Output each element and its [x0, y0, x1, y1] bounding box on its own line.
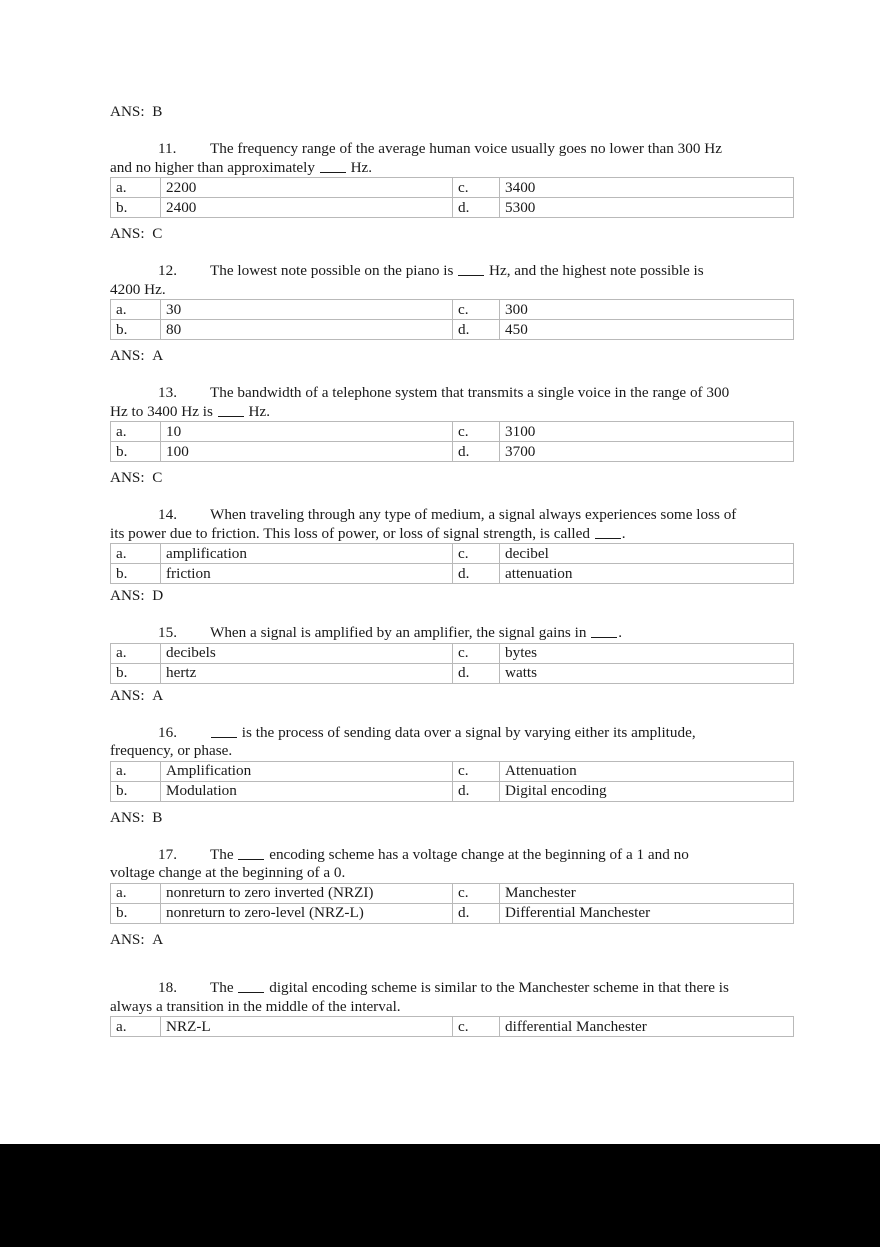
question-body-17-line2: voltage change at the beginning of a 0. [110, 864, 346, 881]
option-value-d: Differential Manchester [500, 903, 794, 923]
answer-label: ANS: [110, 103, 145, 120]
question-body-18-line2: always a transition in the middle of the interval. [110, 997, 401, 1015]
answer-value-15: A [152, 686, 164, 704]
options-table-13 [110, 421, 794, 462]
spacer [110, 218, 772, 225]
option-label-a: a. [111, 643, 161, 663]
option-value-c: 3400 [500, 178, 794, 198]
table-row [111, 320, 794, 340]
answer-line-17 [110, 931, 772, 950]
question-body-12-line1b: Hz, and the highest note possible is [485, 262, 704, 279]
option-label-c: c. [453, 422, 500, 442]
spacer [110, 244, 772, 263]
answer-line-12 [110, 347, 772, 366]
question-number-15: 15. [158, 624, 177, 641]
option-value-d: watts [500, 663, 794, 683]
option-value-b: 80 [161, 320, 453, 340]
option-value-c: 3100 [500, 422, 794, 442]
option-value-c: 300 [500, 300, 794, 320]
table-row [111, 903, 794, 923]
option-label-c: c. [453, 883, 500, 903]
answer-line-11 [110, 225, 772, 244]
question-body-11-line1: The frequency range of the average human voice usually goes no lower than 300 Hz [210, 140, 722, 157]
answer-value-11: C [152, 225, 163, 242]
question-number-18: 18. [158, 979, 177, 996]
table-row [111, 544, 794, 564]
option-label-c: c. [453, 643, 500, 663]
answer-value-13: C [152, 469, 163, 486]
option-value-b: hertz [161, 663, 453, 683]
table-row [111, 564, 794, 584]
option-value-b: nonreturn to zero-level (NRZ-L) [161, 903, 453, 923]
question-body-13-line2a: Hz to 3400 Hz is [110, 402, 217, 420]
answer-line-14 [110, 587, 772, 606]
option-label-b: b. [111, 564, 161, 584]
option-value-c: differential Manchester [500, 1017, 794, 1037]
option-label-d: d. [453, 781, 500, 801]
question-body-13-line2b: Hz. [244, 402, 271, 420]
table-row [111, 442, 794, 462]
question-body-11-line2b: Hz. [346, 158, 373, 176]
option-value-c: Attenuation [500, 761, 794, 781]
question-body-15a: When a signal is amplified by an amplifier, the signal gains in [210, 624, 591, 641]
option-value-b: 100 [161, 442, 453, 462]
question-text-16 [110, 724, 772, 761]
options-table-17 [110, 883, 794, 924]
spacer [110, 340, 772, 347]
option-label-a: a. [111, 422, 161, 442]
option-label-c: c. [453, 761, 500, 781]
fill-in-blank [238, 981, 264, 993]
option-value-a: Amplification [161, 761, 453, 781]
option-value-d: Digital encoding [500, 781, 794, 801]
options-table-11 [110, 177, 794, 218]
spacer [110, 366, 772, 385]
spacer [110, 705, 772, 724]
option-label-b: b. [111, 198, 161, 218]
question-body-11-line2a: and no higher than approximately [110, 158, 319, 176]
page-bottom-black-band [0, 1144, 880, 1247]
question-number-12: 12. [158, 262, 177, 279]
option-value-d: 5300 [500, 198, 794, 218]
option-value-a: nonreturn to zero inverted (NRZI) [161, 883, 453, 903]
table-row [111, 1017, 794, 1037]
option-value-d: 450 [500, 320, 794, 340]
table-row [111, 300, 794, 320]
option-label-d: d. [453, 442, 500, 462]
table-row [111, 883, 794, 903]
question-body-14-line1: When traveling through any type of medium, a signal always experiences some loss of [210, 506, 737, 523]
option-label-b: b. [111, 663, 161, 683]
question-body-16-line1: is the process of sending data over a signal by varying either its amplitude, [238, 723, 696, 741]
table-row [111, 643, 794, 663]
spacer [110, 949, 772, 979]
options-table-18 [110, 1016, 794, 1037]
question-text-11 [110, 140, 772, 177]
question-number-14: 14. [158, 506, 177, 523]
option-label-c: c. [453, 544, 500, 564]
option-value-a: 30 [161, 300, 453, 320]
answer-label: ANS: [110, 469, 145, 486]
answer-value-12: A [152, 347, 164, 364]
answer-value-17: A [152, 930, 164, 948]
option-value-c: Manchester [500, 883, 794, 903]
answer-label: ANS: [110, 587, 145, 604]
answer-label: ANS: [110, 225, 145, 242]
option-value-d: 3700 [500, 442, 794, 462]
option-label-c: c. [453, 300, 500, 320]
question-number-16: 16. [158, 723, 177, 741]
option-label-c: c. [453, 1017, 500, 1037]
option-value-a: 10 [161, 422, 453, 442]
fill-in-blank [591, 626, 617, 638]
option-label-c: c. [453, 178, 500, 198]
option-label-a: a. [111, 883, 161, 903]
options-table-14 [110, 543, 794, 584]
table-row [111, 422, 794, 442]
option-value-d: attenuation [500, 564, 794, 584]
option-value-a: NRZ-L [161, 1017, 453, 1037]
answer-value: B [152, 103, 163, 120]
option-label-b: b. [111, 442, 161, 462]
options-table-16 [110, 761, 794, 802]
answer-value-16: B [152, 808, 163, 826]
option-label-b: b. [111, 903, 161, 923]
table-row [111, 178, 794, 198]
spacer [110, 924, 772, 931]
spacer [110, 802, 772, 809]
question-number-13: 13. [158, 384, 177, 401]
spacer [110, 488, 772, 507]
answer-value-14: D [152, 587, 164, 604]
question-text-15 [110, 624, 772, 643]
answer-line-16 [110, 809, 772, 828]
option-value-c: bytes [500, 643, 794, 663]
question-body-12-line2: 4200 Hz. [110, 280, 166, 298]
option-value-a: amplification [161, 544, 453, 564]
table-row [111, 663, 794, 683]
answer-label: ANS: [110, 347, 145, 364]
question-text-13 [110, 384, 772, 421]
question-body-14-line2a: its power due to friction. This loss of power, or loss of signal strength, is called [110, 524, 594, 542]
answer-label: ANS: [110, 930, 145, 948]
option-value-a: 2200 [161, 178, 453, 198]
question-body-14-line2b: . [621, 524, 626, 542]
question-body-12-line1a: The lowest note possible on the piano is [210, 262, 458, 279]
option-label-b: b. [111, 781, 161, 801]
option-value-c: decibel [500, 544, 794, 564]
option-label-d: d. [453, 320, 500, 340]
option-value-b: 2400 [161, 198, 453, 218]
option-label-d: d. [453, 903, 500, 923]
fill-in-blank [458, 264, 484, 276]
fill-in-blank [595, 527, 621, 539]
question-body-13-line1: The bandwidth of a telephone system that transmits a single voice in the range of 300 [210, 384, 730, 401]
option-label-d: d. [453, 198, 500, 218]
answer-label: ANS: [110, 808, 145, 826]
answer-line-15 [110, 687, 772, 706]
table-row [111, 761, 794, 781]
fill-in-blank [211, 726, 237, 738]
option-label-a: a. [111, 544, 161, 564]
option-label-b: b. [111, 320, 161, 340]
question-body-17-line1a: The [210, 845, 238, 863]
question-text-14 [110, 506, 772, 543]
answer-line-previous [110, 103, 772, 122]
option-value-a: decibels [161, 643, 453, 663]
question-text-12 [110, 262, 772, 299]
table-row [111, 198, 794, 218]
option-label-d: d. [453, 663, 500, 683]
question-body-18-line1b: digital encoding scheme is similar to the Manchester scheme in that there is [265, 979, 729, 996]
answer-line-13 [110, 469, 772, 488]
fill-in-blank [320, 161, 346, 173]
options-table-15 [110, 643, 794, 684]
question-body-15b: . [618, 624, 623, 641]
question-number-11: 11. [158, 140, 177, 157]
option-label-a: a. [111, 1017, 161, 1037]
spacer [110, 122, 772, 141]
spacer [110, 462, 772, 469]
document-content [110, 103, 772, 1037]
question-number-17: 17. [158, 845, 177, 863]
spacer [110, 827, 772, 846]
option-label-a: a. [111, 761, 161, 781]
answer-label: ANS: [110, 686, 145, 704]
table-row [111, 781, 794, 801]
option-label-a: a. [111, 178, 161, 198]
fill-in-blank [238, 848, 264, 860]
option-value-b: friction [161, 564, 453, 584]
option-value-b: Modulation [161, 781, 453, 801]
options-table-12 [110, 299, 794, 340]
option-label-d: d. [453, 564, 500, 584]
question-text-17 [110, 846, 772, 883]
question-body-18-line1a: The [210, 979, 238, 996]
question-body-17-line1b: encoding scheme has a voltage change at the beginning of a 1 and no [265, 845, 689, 863]
fill-in-blank [218, 405, 244, 417]
spacer [110, 606, 772, 625]
option-label-a: a. [111, 300, 161, 320]
question-text-18 [110, 979, 772, 1016]
question-body-16-line2: frequency, or phase. [110, 742, 233, 759]
